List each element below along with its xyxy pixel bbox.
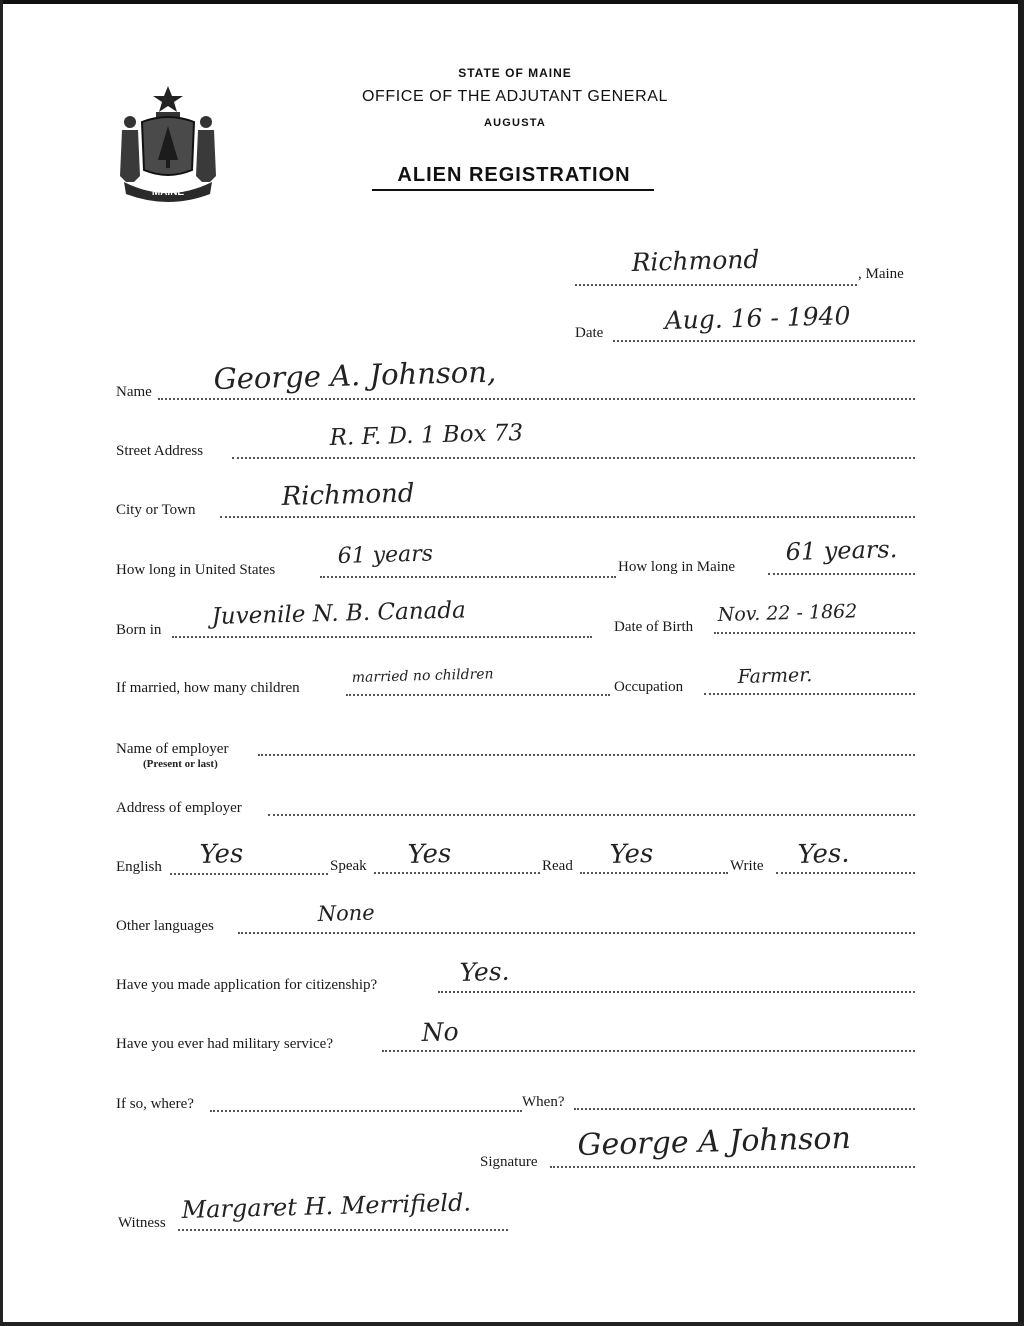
service-when-line <box>574 1108 915 1110</box>
other-languages-line <box>238 932 915 934</box>
birthplace-line <box>172 636 592 638</box>
military-field[interactable]: No <box>421 1017 459 1047</box>
form-title: ALIEN REGISTRATION <box>397 164 631 186</box>
place-field[interactable]: Richmond <box>631 244 760 277</box>
citizenship-field[interactable]: Yes. <box>459 956 510 987</box>
years-in-us-field[interactable]: 61 years <box>337 541 434 569</box>
name-label: Name <box>116 384 152 400</box>
witness-field[interactable]: Margaret H. Merrifield. <box>181 1188 472 1224</box>
signature-field[interactable]: George A Johnson <box>577 1120 852 1163</box>
city-label: City or Town <box>116 502 196 518</box>
maine-seal-icon <box>112 82 224 202</box>
years-in-maine-label: How long in Maine <box>618 559 736 575</box>
years-in-us-label: How long in United States <box>116 562 276 578</box>
service-where-line <box>210 1110 522 1112</box>
english-line <box>170 873 328 875</box>
read-line <box>580 872 728 874</box>
years-in-us-line <box>320 576 616 578</box>
military-label: Have you ever had military service? <box>116 1036 333 1052</box>
birth-date-label: Date of Birth <box>614 619 694 635</box>
military-line <box>382 1050 915 1052</box>
state-heading: STATE OF MAINE <box>458 66 572 80</box>
scan-border-bottom <box>0 1322 1024 1326</box>
scan-border-right <box>1018 0 1024 1326</box>
date-line <box>613 340 915 342</box>
english-field[interactable]: Yes <box>199 838 244 870</box>
street-address-field[interactable]: R. F. D. 1 Box 73 <box>329 419 524 451</box>
occupation-line <box>704 693 915 695</box>
office-heading: OFFICE OF THE ADJUTANT GENERAL <box>361 88 669 105</box>
other-languages-label: Other languages <box>116 918 214 934</box>
years-in-maine-line <box>768 573 915 575</box>
scan-border-left <box>0 0 3 1326</box>
write-line <box>776 872 915 874</box>
name-field[interactable]: George A. Johnson, <box>213 354 497 396</box>
city-field[interactable]: Richmond <box>281 478 415 512</box>
occupation-field[interactable]: Farmer. <box>737 664 813 688</box>
seal-label: MAINE <box>151 187 185 198</box>
employer-address-label: Address of employer <box>116 800 242 816</box>
scan-border-top <box>0 0 1024 4</box>
years-in-maine-field[interactable]: 61 years. <box>785 535 898 566</box>
citizenship-line <box>438 991 915 993</box>
employer-line <box>258 754 915 756</box>
service-where-label: If so, where? <box>116 1096 194 1112</box>
title-underline <box>372 189 654 191</box>
street-address-line <box>232 457 915 459</box>
employer-label: Name of employer <box>116 741 229 757</box>
read-label: Read <box>542 858 573 874</box>
signature-label: Signature <box>480 1154 538 1170</box>
birth-date-field[interactable]: Nov. 22 - 1862 <box>717 600 858 626</box>
read-field[interactable]: Yes <box>609 838 654 870</box>
employer-address-line <box>268 814 915 816</box>
citizenship-label: Have you made application for citizenship? <box>116 977 378 993</box>
date-field[interactable]: Aug. 16 - 1940 <box>664 301 851 335</box>
service-when-label: When? <box>522 1094 565 1110</box>
other-languages-field[interactable]: None <box>317 900 375 926</box>
employer-sublabel: (Present or last) <box>143 758 218 770</box>
write-field[interactable]: Yes. <box>797 838 850 870</box>
place-line <box>575 284 857 286</box>
birth-date-line <box>714 632 915 634</box>
witness-line <box>178 1229 508 1231</box>
name-line <box>158 398 915 400</box>
english-label: English <box>116 859 162 875</box>
witness-label: Witness <box>118 1215 166 1231</box>
speak-line <box>374 872 540 874</box>
children-field[interactable]: married no children <box>351 666 494 686</box>
speak-label: Speak <box>330 858 367 874</box>
place-suffix-label: , Maine <box>858 266 904 282</box>
street-address-label: Street Address <box>116 443 204 459</box>
birthplace-label: Born in <box>116 622 162 638</box>
city-line <box>220 516 915 518</box>
write-label: Write <box>730 858 764 874</box>
signature-line <box>550 1166 915 1168</box>
children-label: If married, how many children <box>116 680 300 696</box>
city-heading: AUGUSTA <box>484 117 546 129</box>
birthplace-field[interactable]: Juvenile N. B. Canada <box>211 597 467 630</box>
speak-field[interactable]: Yes <box>407 838 452 870</box>
children-line <box>346 694 610 696</box>
occupation-label: Occupation <box>614 679 684 695</box>
date-label: Date <box>575 325 604 341</box>
